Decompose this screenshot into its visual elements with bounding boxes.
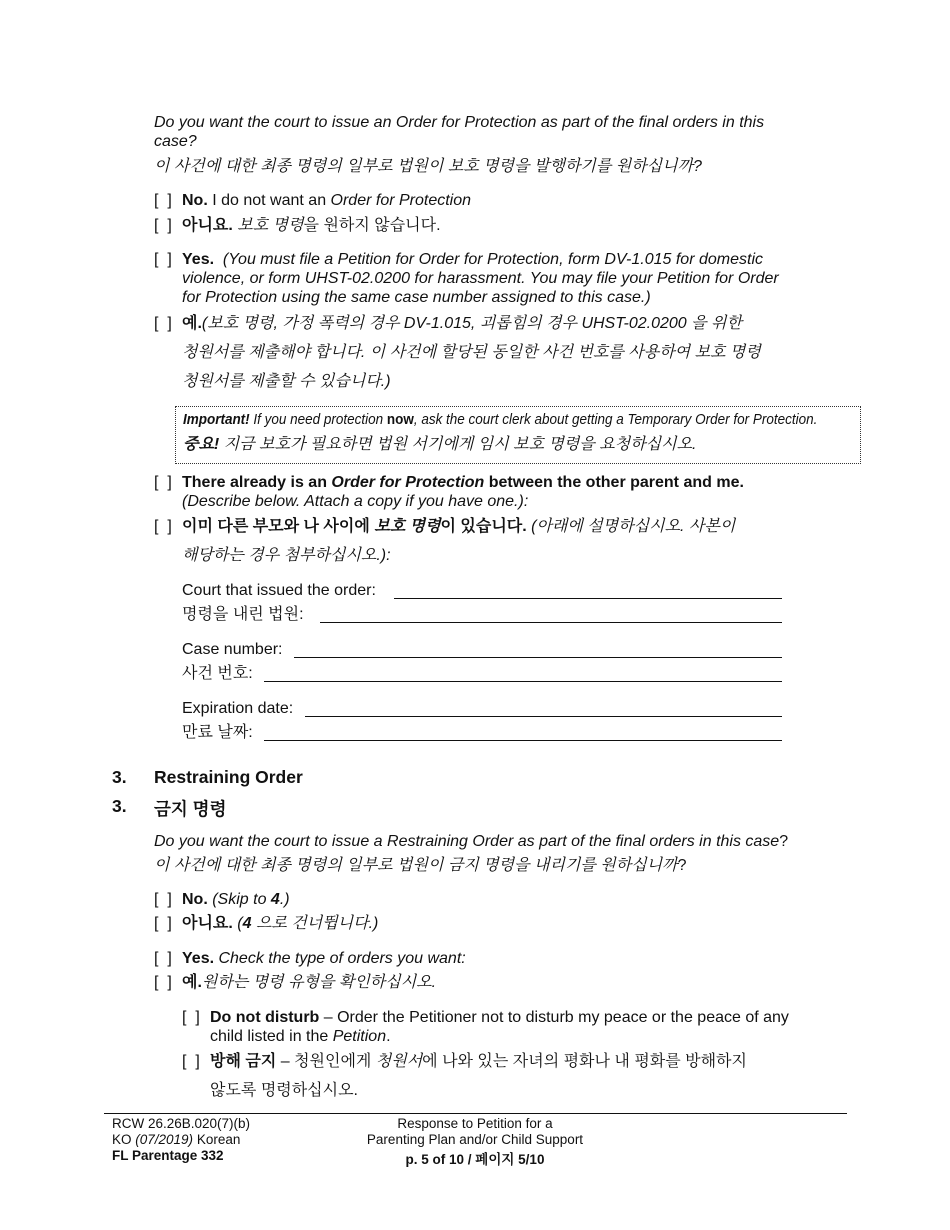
protection-no-ko: 아니요. 보호 명령을 원하지 않습니다. [182, 217, 441, 234]
restraining-yes-en: Yes. Check the type of orders you want: [182, 950, 466, 967]
court-field-line[interactable] [394, 598, 782, 599]
do-not-disturb-ko-checkbox[interactable]: [ ] [182, 1053, 200, 1070]
expiration-field-line[interactable] [305, 716, 782, 717]
protection-no-checkbox[interactable]: [ ] [154, 192, 172, 209]
footer-rule [104, 1113, 847, 1114]
case-number-label-en: Case number: [182, 641, 283, 658]
court-label-en: Court that issued the order: [182, 582, 376, 599]
section-title-ko: 금지 명령 [154, 799, 227, 819]
court-ko-field-line[interactable] [320, 622, 782, 623]
protection-question-ko: 이 사건에 대한 최종 명령의 일부로 법원이 보호 명령을 발행하기를 원하십니까? [154, 158, 702, 175]
footer-title-2: Parenting Plan and/or Child Support [366, 1132, 584, 1147]
court-label-ko: 명령을 내린 법원: [182, 606, 304, 623]
case-number-ko-field-line[interactable] [264, 681, 782, 682]
do-not-disturb-checkbox[interactable]: [ ] [182, 1009, 200, 1026]
restraining-no-ko-checkbox[interactable]: [ ] [154, 915, 172, 932]
restraining-yes-ko-checkbox[interactable]: [ ] [154, 974, 172, 991]
already-order-ko-checkbox[interactable]: [ ] [154, 518, 172, 535]
section-number-ko: 3. [112, 796, 127, 816]
restraining-yes-checkbox[interactable]: [ ] [154, 950, 172, 967]
protection-no-en: No. I do not want an Order for Protection [182, 192, 472, 209]
footer-title-1: Response to Petition for a [397, 1116, 553, 1131]
expiration-label-en: Expiration date: [182, 700, 294, 717]
case-number-field-line[interactable] [294, 657, 782, 658]
already-order-checkbox[interactable]: [ ] [154, 474, 172, 491]
restraining-no-checkbox[interactable]: [ ] [154, 891, 172, 908]
footer-version: KO (07/2019) Korean [112, 1132, 241, 1147]
important-notice-ko: 중요! 지금 보호가 필요하면 법원 서기에게 임시 보호 명령을 요청하십시오. [183, 436, 697, 453]
section-title-en: Restraining Order [154, 767, 303, 787]
restraining-no-ko: 아니요. (4 으로 건너뜁니다.) [182, 915, 379, 932]
case-number-label-ko: 사건 번호: [182, 665, 253, 682]
restraining-question-en: Do you want the court to issue a Restraining Order as part of the final orders in this case? [154, 833, 789, 850]
protection-yes-en: Yes. (You must file a Petition for Order for Protection, form DV-1.015 for domestic violence, or form UHST-02.0200 for harassment. You may file your Petition for Order for Protection using the same case number assigned to this case.) [182, 251, 779, 306]
protection-yes-ko: 예.(보호 명령, 가정 폭력의 경우 DV-1.015, 괴롭힘의 경우 UHST-02.0200 을 위한 청원서를 제출해야 합니다. 이 사건에 할당된 동일한 사건 번호를 사용하여 보호 명령 청원서를 제출할 수 있습니다.) [182, 315, 761, 390]
protection-yes-checkbox[interactable]: [ ] [154, 251, 172, 268]
restraining-question-ko: 이 사건에 대한 최종 명령의 일부로 법원이 금지 명령을 내리기를 원하십니까? [154, 857, 687, 874]
protection-no-ko-checkbox[interactable]: [ ] [154, 217, 172, 234]
footer-form-id: FL Parentage 332 [112, 1148, 224, 1163]
expiration-label-ko: 만료 날짜: [182, 724, 253, 741]
expiration-ko-field-line[interactable] [264, 740, 782, 741]
protection-yes-ko-checkbox[interactable]: [ ] [154, 315, 172, 332]
restraining-no-en: No. (Skip to 4.) [182, 891, 290, 908]
already-order-ko: 이미 다른 부모와 나 사이에 보호 명령이 있습니다. (아래에 설명하십시오. 사본이 해당하는 경우 첨부하십시오.): [182, 518, 736, 564]
already-order-en: There already is an Order for Protection between the other parent and me. (Describe below. Attach a copy if you have one.): [182, 474, 744, 510]
footer-rcw: RCW 26.26B.020(7)(b) [112, 1116, 251, 1131]
do-not-disturb-en: Do not disturb – Order the Petitioner not to disturb my peace or the peace of any child listed in the Petition. [210, 1009, 789, 1045]
section-number: 3. [112, 767, 127, 787]
do-not-disturb-ko: 방해 금지 – 청원인에게 청원서에 나와 있는 자녀의 평화나 내 평화를 방해하지 않도록 명령하십시오. [210, 1053, 747, 1099]
footer-page-number: p. 5 of 10 / 페이지 5/10 [405, 1152, 545, 1167]
important-notice-en: Important! If you need protection now, ask the court clerk about getting a Temporary Order for Protection. [183, 412, 818, 428]
restraining-yes-ko: 예.원하는 명령 유형을 확인하십시오. [182, 974, 437, 991]
protection-question-en: Do you want the court to issue an Order for Protection as part of the final orders in this case? [154, 114, 765, 150]
